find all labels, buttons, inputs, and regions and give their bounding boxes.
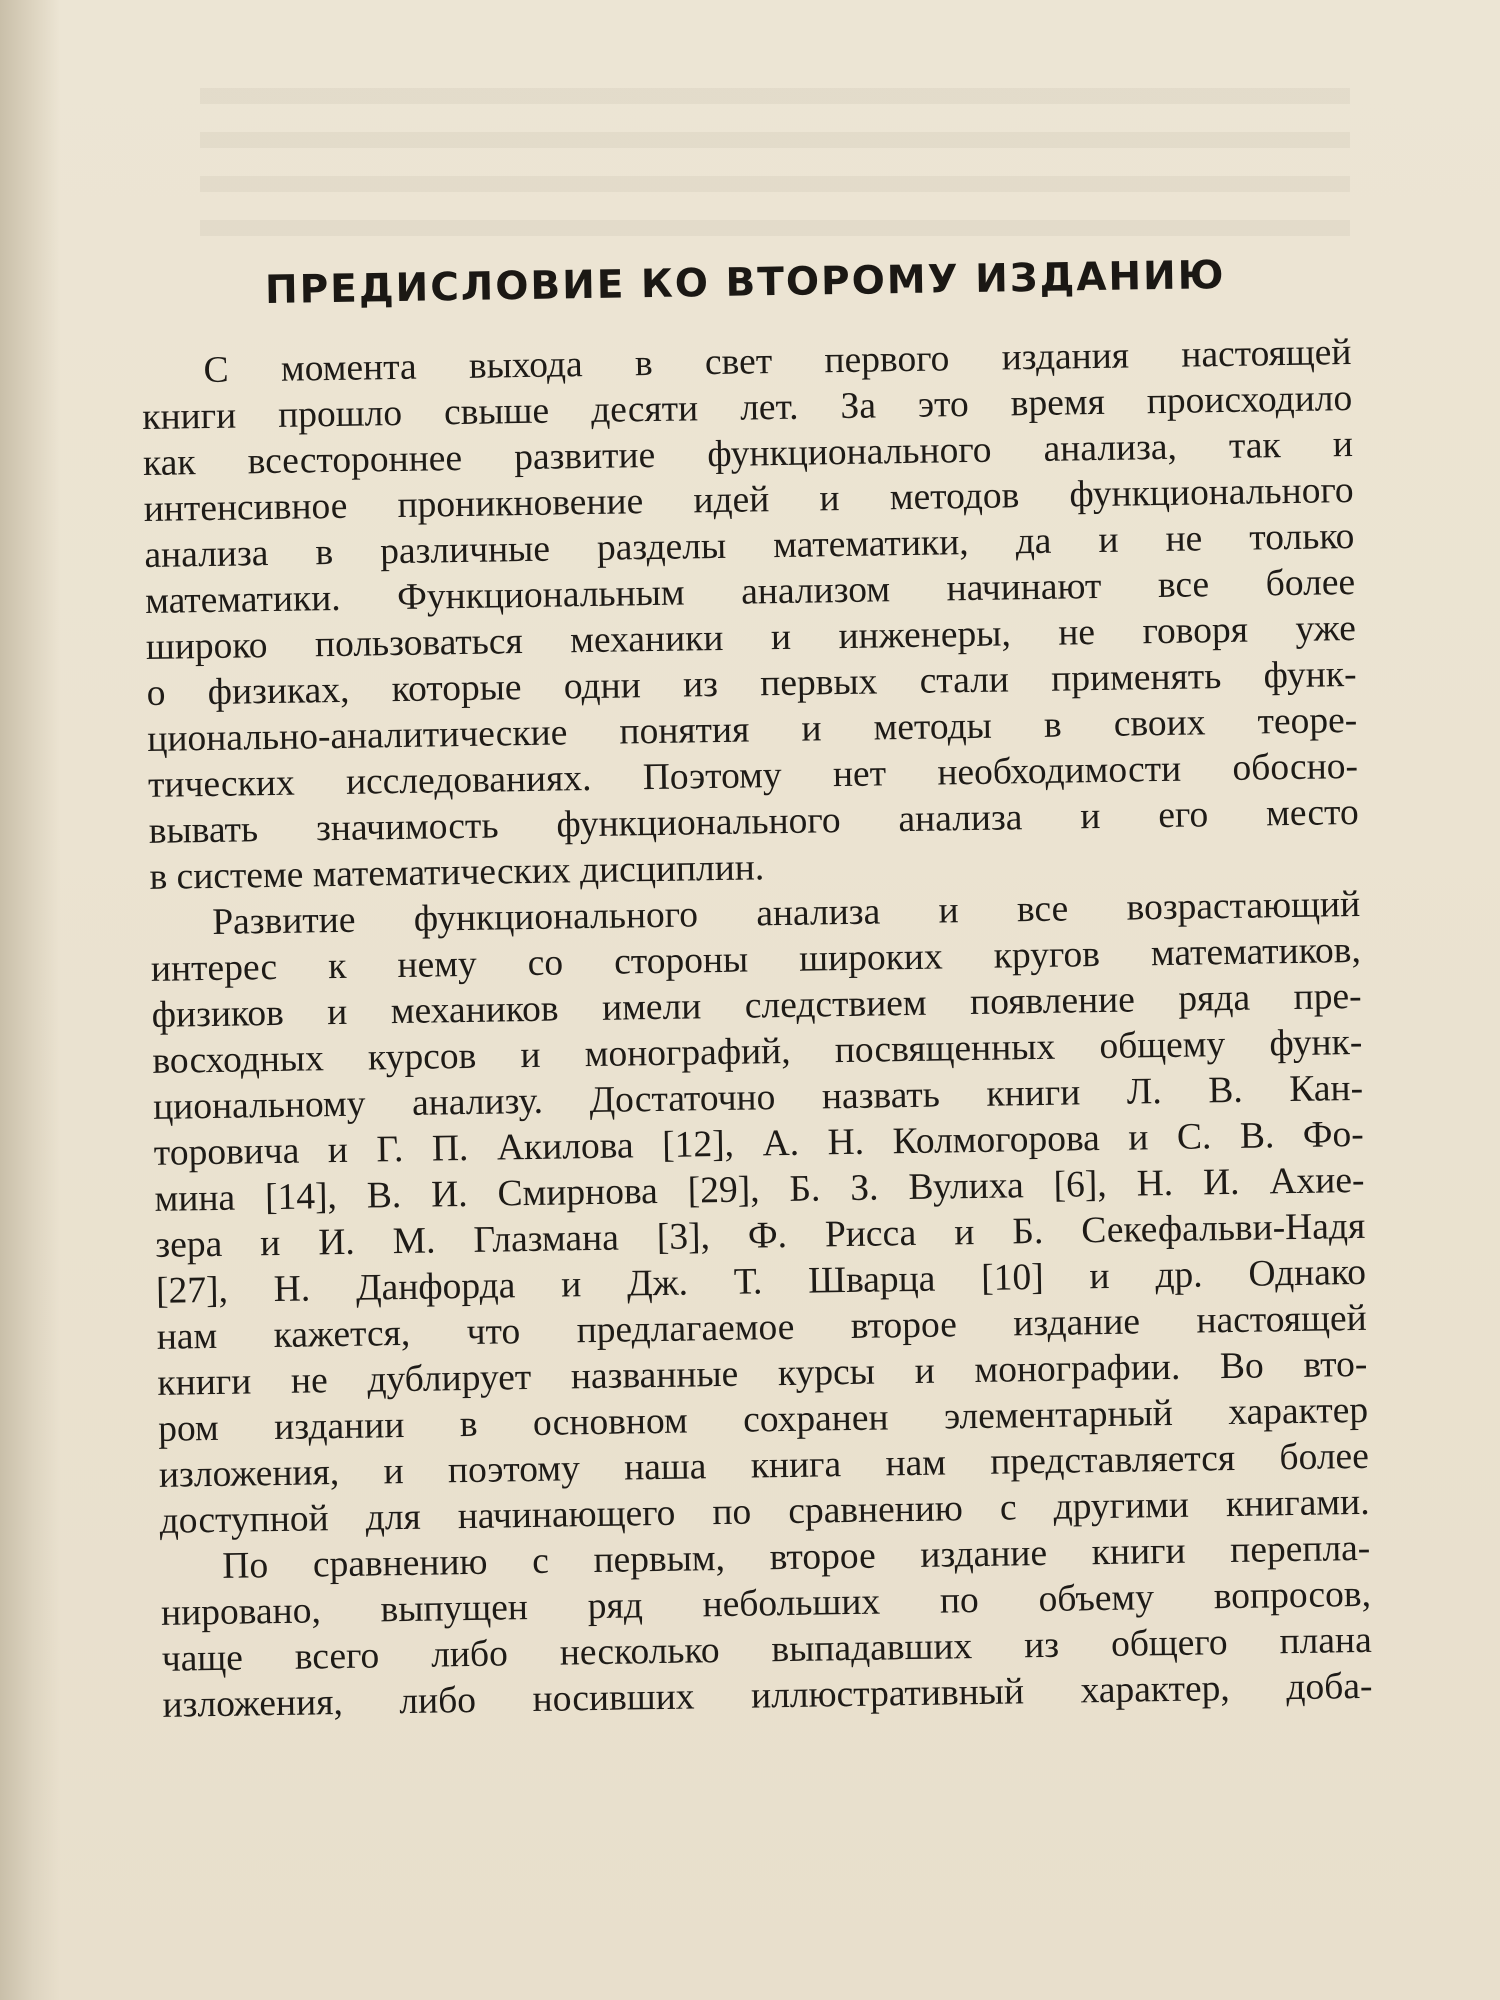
text-line: интенсивное проникновение идей и методов функционального bbox=[143, 469, 1354, 530]
text-line: По сравнению с первым, второе издание книги перепла- bbox=[222, 1527, 1371, 1587]
text-line: анализа в различные разделы математики, да и не только bbox=[144, 515, 1355, 576]
text-line: ром издании в основном сохранен элементарный характер bbox=[157, 1389, 1369, 1450]
text-line: Развитие функционального анализа и все возрастающий bbox=[211, 883, 1361, 943]
text-line: доступной для начинающего по сравнению с другими книгами. bbox=[159, 1481, 1370, 1542]
text-line: тических исследованиях. Поэтому нет необходимости обосно- bbox=[147, 745, 1359, 806]
text-line: мина [14], В. И. Смирнова [29], Б. З. Вулиха [6], Н. И. Ахие- bbox=[154, 1159, 1365, 1220]
text-line: изложения, либо носивших иллюстративный характер, доба- bbox=[162, 1665, 1373, 1726]
text-line: в системе математических дисциплин. bbox=[149, 847, 765, 898]
text-line: широко пользоваться механики и инженеры, не говоря уже bbox=[145, 607, 1357, 668]
paragraph-2 bbox=[150, 882, 1370, 1545]
text-line: вывать значимость функционального анализа и его место bbox=[148, 791, 1359, 852]
text-line: чаще всего либо несколько выпадавших из общего плана bbox=[161, 1619, 1372, 1680]
text-line: [27], Н. Данфорда и Дж. Т. Шварца [10] и др. Однако bbox=[155, 1251, 1367, 1312]
text-line: нам кажется, что предлагаемое второе издание настоящей bbox=[156, 1297, 1367, 1358]
paragraph-3 bbox=[160, 1526, 1373, 1729]
text-line: интерес к нему со стороны широких кругов математиков, bbox=[150, 929, 1362, 990]
text-line: книги прошло свыше десяти лет. За это время происходило bbox=[141, 377, 1353, 438]
bleed-through-text bbox=[200, 60, 1350, 240]
text-line: циональному анализу. Достаточно назвать книги Л. В. Кан- bbox=[152, 1067, 1364, 1128]
page-gutter-shadow bbox=[0, 0, 60, 2000]
text-line: книги не дублирует названные курсы и монографии. Во вто- bbox=[157, 1343, 1368, 1404]
text-line: торовича и Г. П. Акилова [12], А. Н. Колмогорова и С. В. Фо- bbox=[153, 1113, 1365, 1174]
text-line: С момента выхода в свет первого издания настоящей bbox=[203, 331, 1352, 392]
text-line: математики. Функциональным анализом начинают все более bbox=[144, 561, 1356, 622]
text-line: восходных курсов и монографий, посвященных общему функ- bbox=[152, 1021, 1363, 1082]
text-line: физиков и механиков имели следствием появление ряда пре- bbox=[151, 975, 1362, 1036]
paragraph-1 bbox=[141, 330, 1360, 901]
text-line: зера и И. М. Глазмана [3], Ф. Рисса и Б. Секефальви-Надя bbox=[155, 1205, 1366, 1266]
text-line: о физиках, которые одни из первых стали применять функ- bbox=[146, 653, 1357, 714]
text-line: нировано, выпущен ряд небольших по объему вопросов, bbox=[160, 1573, 1372, 1634]
text-line: изложения, и поэтому наша книга нам представляется более bbox=[158, 1435, 1370, 1496]
text-line: как всестороннее развитие функционального анализа, так и bbox=[142, 423, 1354, 484]
page-text-block bbox=[140, 251, 1373, 1729]
text-line: ционально-аналитические понятия и методы в своих теоре- bbox=[147, 699, 1358, 760]
page-title: ПРЕДИСЛОВИЕ КО ВТОРОМУ ИЗДАНИЮ bbox=[264, 252, 1226, 314]
